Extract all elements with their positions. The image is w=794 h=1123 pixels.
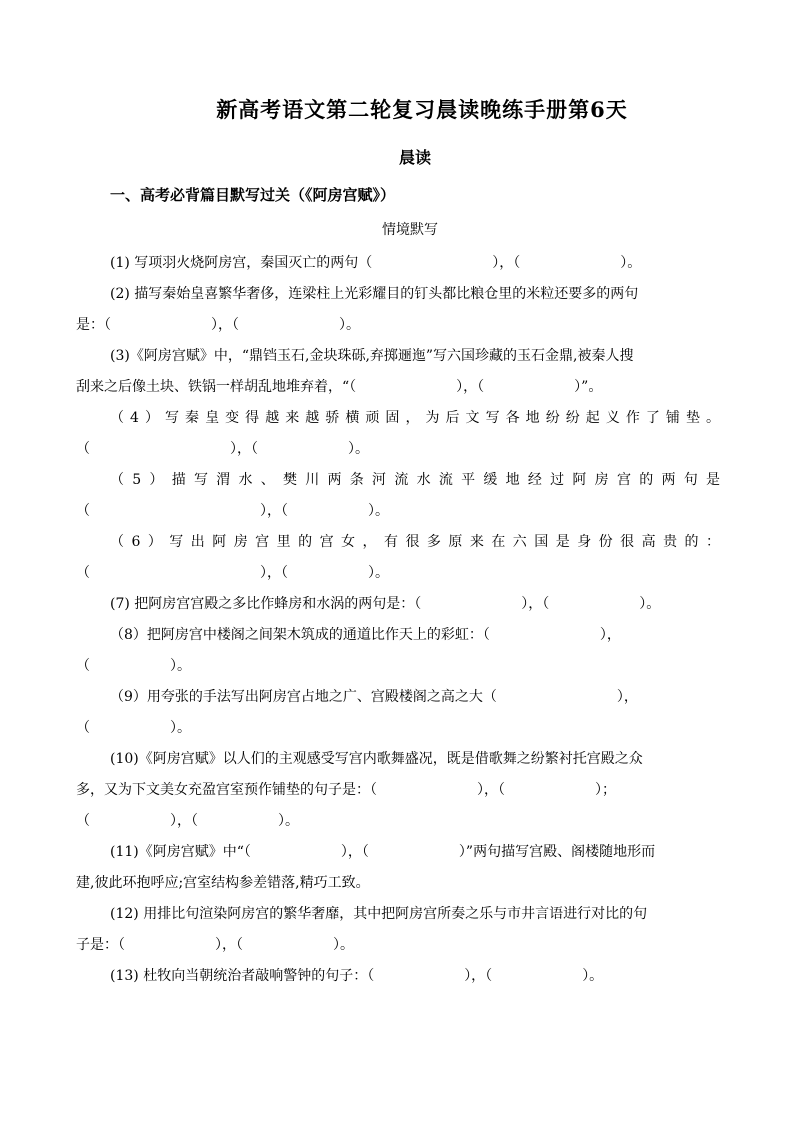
exercise-label: 情境默写 — [382, 222, 438, 238]
question-4-answers: （ ），（ ）。 — [76, 441, 369, 457]
question-8-answers: （ ）。 — [76, 658, 191, 674]
question-5: （5）描写渭水、樊川两条河流水流平缓地经过阿房宫的两句是 — [110, 472, 720, 488]
question-3-answers: 刮来之后像土块、铁锅一样胡乱地堆弃着，“（ ），（ ）”。 — [76, 379, 603, 395]
question-6-answers: （ ），（ ）。 — [76, 565, 389, 581]
question-list — [76, 248, 720, 992]
question-13: (13) 杜牧向当朝统治者敲响警钟的句子：（ ），（ ）。 — [110, 968, 604, 984]
question-6: （6）写出阿房宫里的宫女，有很多原来在六国是身份很高贵的： — [110, 534, 720, 550]
question-10-line2: 多，又为下文美女充盈宫室预作铺垫的句子是：（ ），（ ）； — [76, 782, 616, 798]
question-2: (2) 描写秦始皇喜繁华奢侈，连梁柱上光彩耀目的钉头都比粮仓里的米粒还要多的两句 — [110, 286, 639, 302]
question-9-answers: （ ）。 — [76, 720, 191, 736]
question-11: (11)《阿房宫赋》中“（ ），（ ）”两句描写宫殿、阁楼随地形而 — [110, 844, 656, 860]
question-12: (12) 用排比句渲染阿房宫的繁华奢靡，其中把阿房宫所奏之乐与市井言语进行对比的句 — [110, 906, 648, 922]
section-heading: 一、高考必背篇目默写过关（《阿房宫赋》） — [110, 186, 396, 204]
question-12-answers: 子是：（ ），（ ）。 — [76, 937, 354, 953]
section-subtitle: 晨读 — [398, 148, 431, 167]
question-8: （8）把阿房宫中楼阁之间架木筑成的通道比作天上的彩虹：（ ）， — [110, 627, 621, 643]
question-3: (3)《阿房宫赋》中，“鼎铛玉石,金块珠砾,弃掷逦迤”写六国珍藏的玉石金鼎,被秦人搜 — [110, 348, 634, 364]
question-9: （9）用夸张的手法写出阿房宫占地之广、宫殿楼阁之高之大（ ）， — [110, 689, 638, 705]
question-4: （4）写秦皇变得越来越骄横顽固，为后文写各地纷纷起义作了铺垫。 — [110, 410, 720, 426]
question-10: (10)《阿房宫赋》以人们的主观感受写宫内歌舞盛况，既是借歌舞之纷繁衬托宫殿之众 — [110, 751, 643, 767]
question-10-answers: （ ），（ ）。 — [76, 813, 299, 829]
document-title: 新高考语文第二轮复习晨读晚练手册第6天 — [216, 97, 628, 122]
question-11-line2: 建,彼此环抱呼应;宫室结构参差错落,精巧工致。 — [76, 875, 370, 891]
question-1: (1) 写项羽火烧阿房宫，秦国灭亡的两句（ ），（ ）。 — [110, 255, 642, 271]
question-2-answers: 是：（ ），（ ）。 — [76, 317, 360, 333]
question-7: (7) 把阿房宫宫殿之多比作蜂房和水涡的两句是：（ ），（ ）。 — [110, 596, 661, 612]
question-5-answers: （ ），（ ）。 — [76, 503, 389, 519]
